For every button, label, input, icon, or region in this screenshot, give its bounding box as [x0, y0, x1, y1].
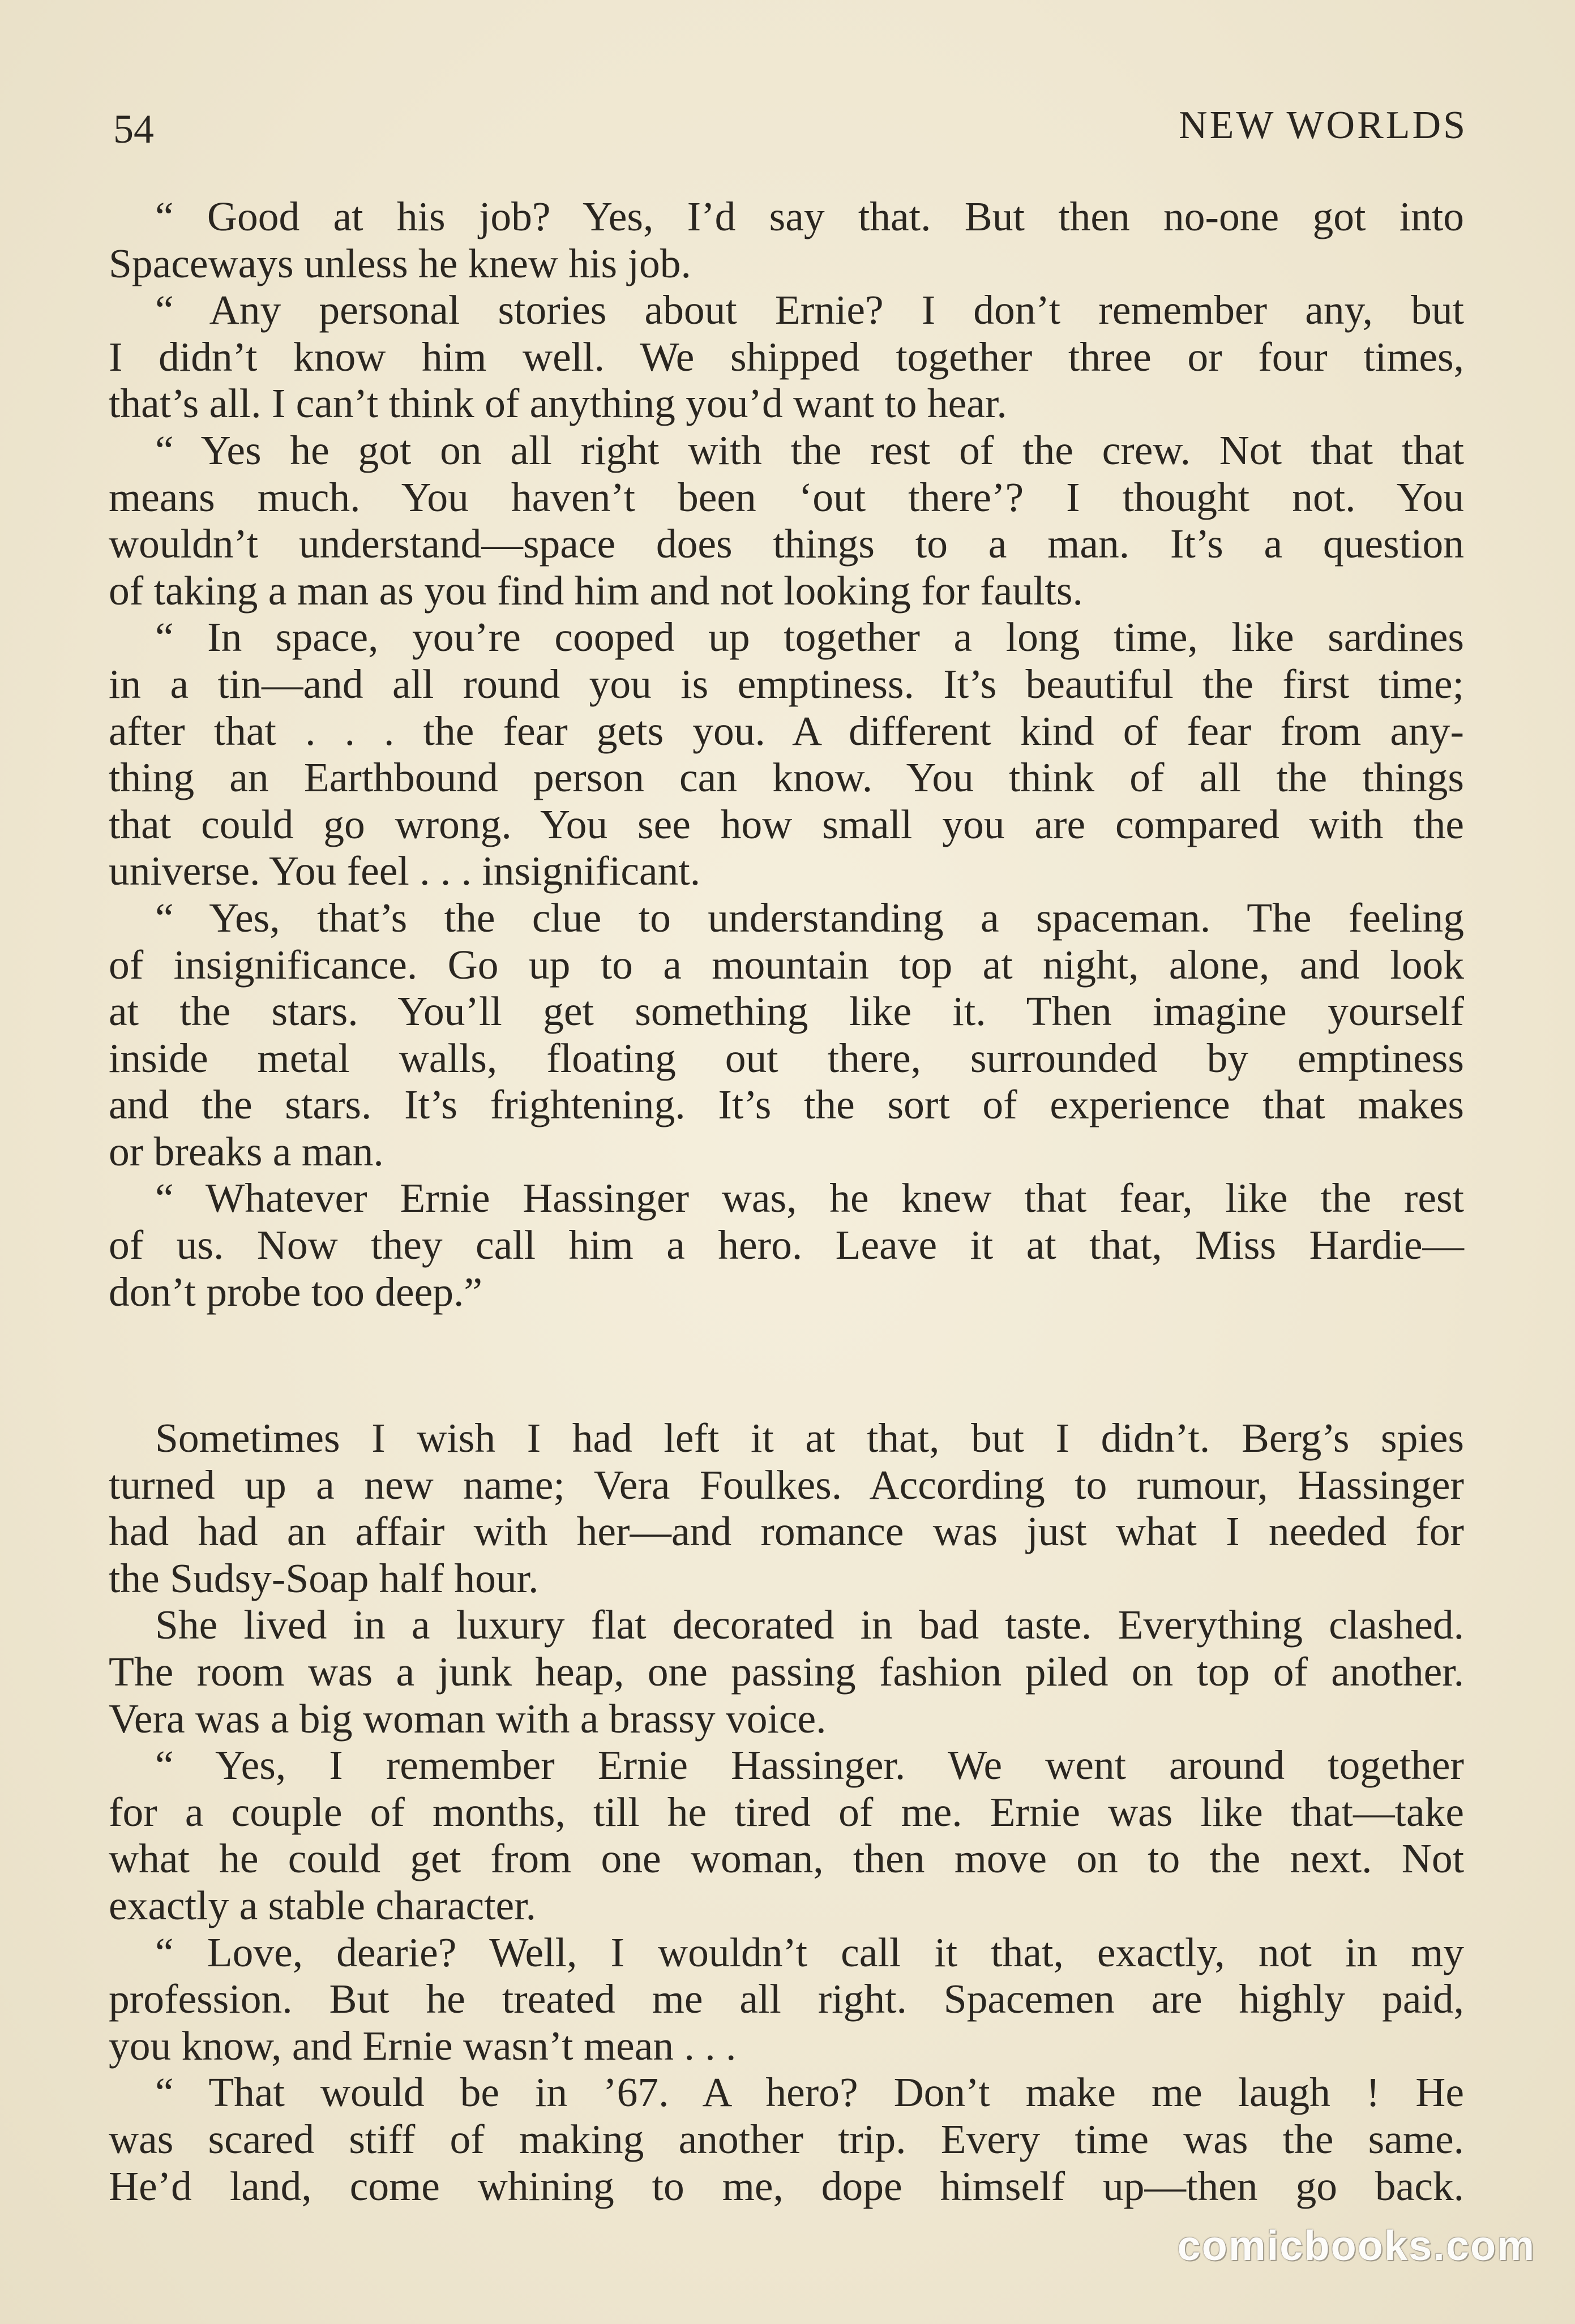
text-line: “ That would be in ’67. A hero? Don’t make me laugh ! He: [155, 2069, 1464, 2116]
text-line: “ In space, you’re cooped up together a long time, like sardines: [155, 614, 1464, 661]
text-line: Sometimes I wish I had left it at that, but I didn’t. Berg’s spies: [155, 1415, 1464, 1461]
text-line: “ Yes he got on all right with the rest of the crew. Not that that: [155, 427, 1464, 473]
text-line: don’t probe too deep.”: [109, 1268, 482, 1315]
watermark: comicbooks.com: [1177, 2222, 1535, 2269]
text-line: of taking a man as you find him and not looking for faults.: [109, 567, 1083, 614]
text-line: She lived in a luxury flat decorated in bad taste. Everything clashed.: [155, 1602, 1464, 1648]
text-line: He’d land, come whining to me, dope himself up—then go back.: [109, 2163, 1464, 2209]
text-line: profession. But he treated me all right. Spacemen are highly paid,: [109, 1976, 1464, 2022]
text-line: turned up a new name; Vera Foulkes. According to rumour, Hassinger: [109, 1461, 1464, 1508]
text-line: wouldn’t understand—space does things to a man. It’s a question: [109, 521, 1464, 567]
text-line: was scared stiff of making another trip. Every time was the same.: [109, 2116, 1464, 2162]
text-section-2: [109, 1415, 1464, 2210]
text-line: what he could get from one woman, then move on to the next. Not: [109, 1836, 1464, 1882]
text-line: in a tin—and all round you is emptiness. It’s beautiful the first time;: [109, 661, 1464, 707]
running-head: NEW WORLDS: [1179, 104, 1467, 147]
text-line: for a couple of months, till he tired of me. Ernie was like that—take: [109, 1789, 1464, 1835]
text-line: that’s all. I can’t think of anything you’d want to hear.: [109, 380, 1007, 427]
text-line: “ Yes, I remember Ernie Hassinger. We went around together: [155, 1742, 1464, 1789]
text-line: The room was a junk heap, one passing fashion piled on top of another.: [109, 1648, 1464, 1695]
text-line: I didn’t know him well. We shipped together three or four times,: [109, 333, 1464, 380]
text-line: exactly a stable character.: [109, 1882, 536, 1928]
text-line: had had an affair with her—and romance was just what I needed for: [109, 1508, 1464, 1555]
text-line: of us. Now they call him a hero. Leave it at that, Miss Hardie—: [109, 1222, 1464, 1268]
text-line: universe. You feel . . . insignificant.: [109, 848, 701, 894]
text-section-1: [109, 194, 1464, 1315]
text-line: “ Love, dearie? Well, I wouldn’t call it that, exactly, not in my: [155, 1929, 1464, 1975]
text-line: and the stars. It’s frightening. It’s the sort of experience that makes: [109, 1082, 1464, 1128]
text-line: after that . . . the fear gets you. A different kind of fear from any-: [109, 708, 1464, 754]
text-line: thing an Earthbound person can know. You think of all the things: [109, 754, 1464, 801]
text-line: that could go wrong. You see how small you are compared with the: [109, 801, 1464, 847]
text-line: Spaceways unless he knew his job.: [109, 240, 691, 286]
text-line: inside metal walls, floating out there, surrounded by emptiness: [109, 1035, 1464, 1081]
text-line: you know, and Ernie wasn’t mean . . .: [109, 2022, 737, 2069]
text-line: “ Whatever Ernie Hassinger was, he knew that fear, like the rest: [155, 1175, 1464, 1221]
text-line: “ Yes, that’s the clue to understanding a spaceman. The feeling: [155, 894, 1464, 941]
text-line: of insignificance. Go up to a mountain top at night, alone, and look: [109, 941, 1464, 988]
text-line: means much. You haven’t been ‘out there’? I thought not. You: [109, 474, 1464, 520]
text-line: or breaks a man.: [109, 1128, 384, 1174]
text-line: “ Any personal stories about Ernie? I don’t remember any, but: [155, 287, 1464, 333]
text-line: Vera was a big woman with a brassy voice.: [109, 1695, 827, 1742]
page-number: 54: [113, 106, 154, 152]
text-line: the Sudsy-Soap half hour.: [109, 1555, 539, 1601]
text-line: at the stars. You’ll get something like it. Then imagine yourself: [109, 988, 1464, 1035]
text-line: “ Good at his job? Yes, I’d say that. But then no-one got into: [155, 194, 1464, 239]
